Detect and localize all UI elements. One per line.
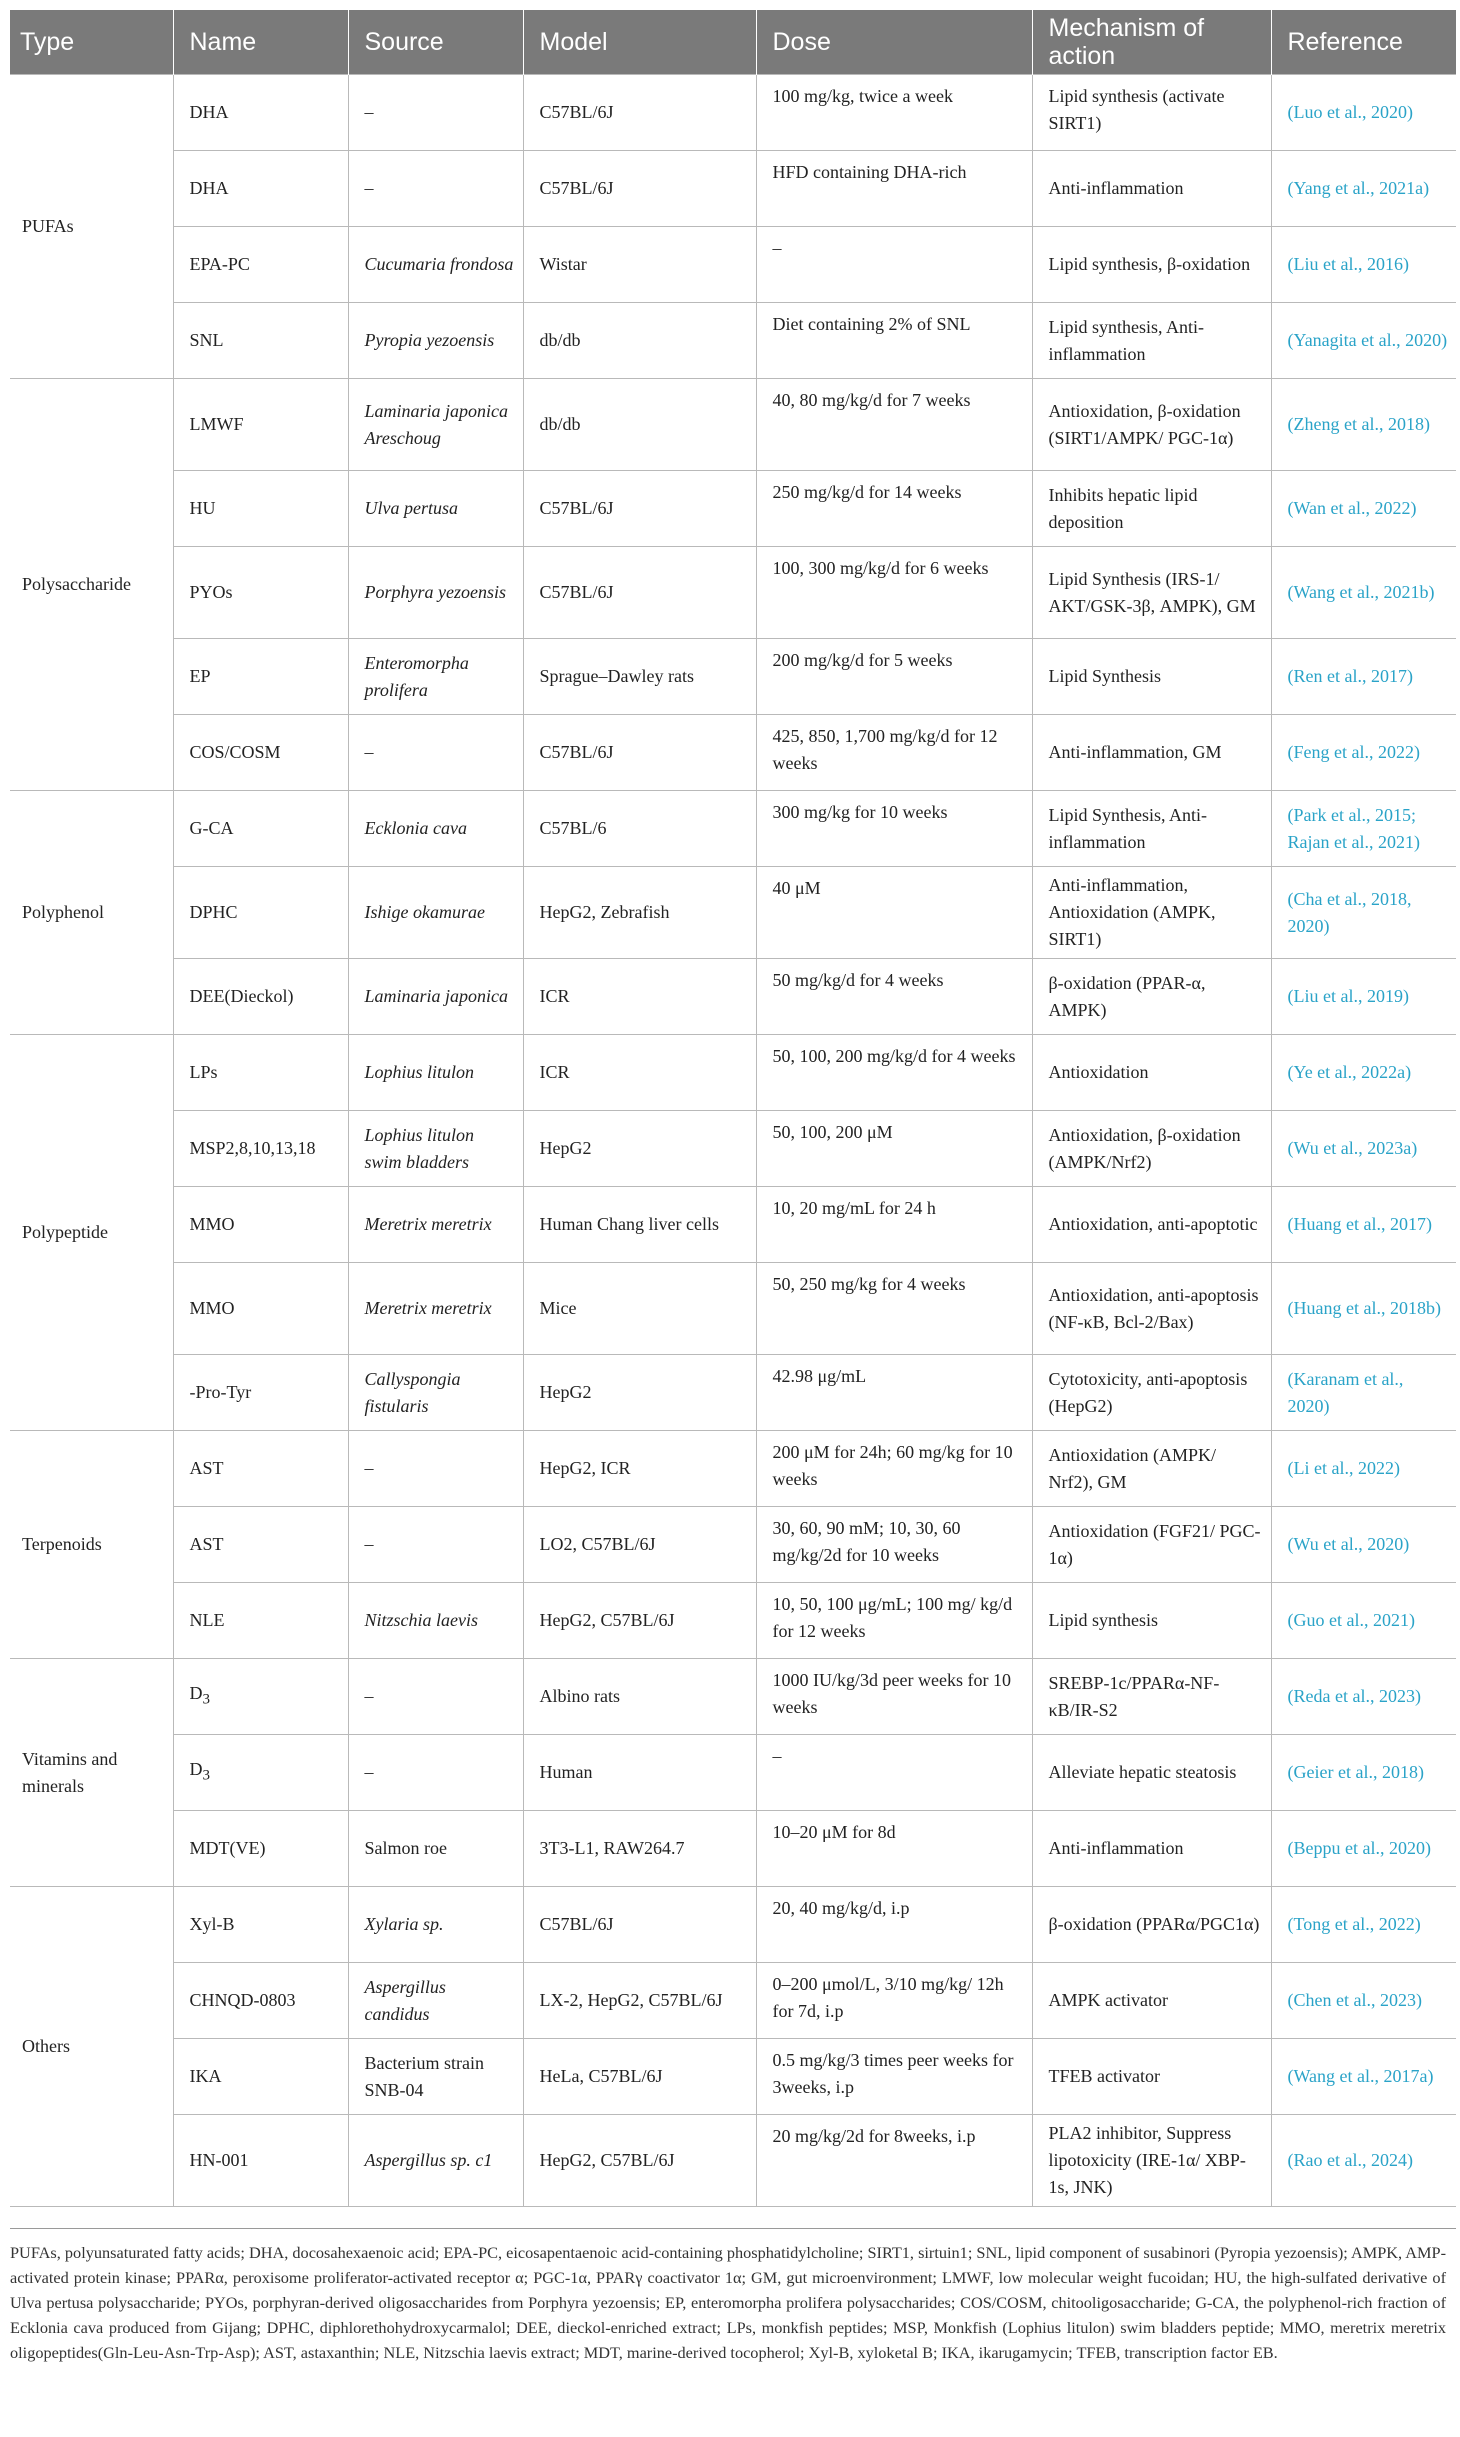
name-cell: EP <box>173 639 348 715</box>
reference-link[interactable]: (Huang et al., 2017) <box>1271 1187 1456 1263</box>
table-row <box>10 151 1456 227</box>
table-row <box>10 2039 1456 2115</box>
name-cell: AST <box>173 1431 348 1507</box>
table-row <box>10 303 1456 379</box>
model-cell: Human <box>523 1735 756 1811</box>
mechanism-cell: Anti-inflammation <box>1032 151 1271 227</box>
reference-link[interactable]: (Tong et al., 2022) <box>1271 1887 1456 1963</box>
header-source: Source <box>348 10 523 75</box>
table-row <box>10 867 1456 959</box>
table-row <box>10 1355 1456 1431</box>
model-cell: HepG2, ICR <box>523 1431 756 1507</box>
name-cell: MSP2,8,10,13,18 <box>173 1111 348 1187</box>
model-cell: C57BL/6J <box>523 715 756 791</box>
mechanism-cell: Antioxidation, anti-apoptosis (NF-κB, Bcl-2/Bax) <box>1032 1263 1271 1355</box>
type-cell: Terpenoids <box>10 1431 173 1659</box>
table-row <box>10 715 1456 791</box>
name-cell: CHNQD-0803 <box>173 1963 348 2039</box>
source-cell: – <box>348 151 523 227</box>
mechanism-cell: Lipid Synthesis, Anti-inflammation <box>1032 791 1271 867</box>
name-cell: MDT(VE) <box>173 1811 348 1887</box>
name-cell: AST <box>173 1507 348 1583</box>
table-row <box>10 227 1456 303</box>
model-cell: db/db <box>523 303 756 379</box>
reference-link[interactable]: (Ren et al., 2017) <box>1271 639 1456 715</box>
reference-link[interactable]: (Chen et al., 2023) <box>1271 1963 1456 2039</box>
model-cell: Albino rats <box>523 1659 756 1735</box>
source-cell: – <box>348 75 523 151</box>
reference-link[interactable]: (Geier et al., 2018) <box>1271 1735 1456 1811</box>
name-cell: G-CA <box>173 791 348 867</box>
table-row <box>10 959 1456 1035</box>
name-cell: HN-001 <box>173 2115 348 2207</box>
mechanism-cell: Antioxidation, β-oxidation (SIRT1/AMPK/ PGC-1α) <box>1032 379 1271 471</box>
name-cell: LPs <box>173 1035 348 1111</box>
dose-cell: 10, 50, 100 μg/mL; 100 mg/ kg/d for 12 weeks <box>756 1583 1032 1659</box>
mechanism-cell: Lipid Synthesis (IRS-1/ AKT/GSK-3β, AMPK), GM <box>1032 547 1271 639</box>
dose-cell: 200 mg/kg/d for 5 weeks <box>756 639 1032 715</box>
header-dose: Dose <box>756 10 1032 75</box>
table-row <box>10 1507 1456 1583</box>
model-cell: Wistar <box>523 227 756 303</box>
dose-cell: 50, 100, 200 μM <box>756 1111 1032 1187</box>
name-cell: LMWF <box>173 379 348 471</box>
mechanism-cell: Antioxidation (AMPK/ Nrf2), GM <box>1032 1431 1271 1507</box>
name-cell: IKA <box>173 2039 348 2115</box>
source-cell: Meretrix meretrix <box>348 1263 523 1355</box>
model-cell: C57BL/6J <box>523 547 756 639</box>
table-footnote: PUFAs, polyunsaturated fatty acids; DHA, docosahexaenoic acid; EPA-PC, eicosapentaenoic acid-containing phosphatidylcholine; SIRT1, sirtuin1; SNL, lipid component of susabinori (Pyropia yezoensis); AMPK, AMP-activated protein kinase; PPARα, peroxisome proliferator-activated receptor α; PGC-1α, PPARγ coactivator 1α; GM, gut microenvironment; LMWF, low molecular weight fucoidan; HU, the high-sulfated derivative of Ulva pertusa polysaccharide; PYOs, porphyran-derived oligosaccharides from Porphyra yezoensis; EP, enteromorpha prolifera polysaccharides; COS/COSM, chitooligosaccharide; G-CA, the polyphenol-rich fraction of Ecklonia cava produced from Gijang; DPHC, diphlorethohydroxycarmalol; DEE, dieckol-enriched extract; LPs, monkfish peptides; MSP, Monkfish (Lophius litulon) swim bladders peptide; MMO, meretrix meretrix oligopeptides(Gln-Leu-Asn-Trp-Asp); AST, astaxanthin; NLE, Nitzschia laevis extract; MDT, marine-derived tocopherol; Xyl-B, xyloketal B; IKA, ikarugamycin; TFEB, transcription factor EB. <box>10 2243 1446 2362</box>
model-cell: HepG2, C57BL/6J <box>523 1583 756 1659</box>
table-row <box>10 1263 1456 1355</box>
source-cell: Cucumaria frondosa <box>348 227 523 303</box>
model-cell: ICR <box>523 959 756 1035</box>
dose-cell: 200 μM for 24h; 60 mg/kg for 10 weeks <box>756 1431 1032 1507</box>
name-cell: $D_3$ <box>173 1735 348 1811</box>
reference-link[interactable]: (Liu et al., 2016) <box>1271 227 1456 303</box>
dose-cell: 0–200 μmol/L, 3/10 mg/kg/ 12h for 7d, i.p <box>756 1963 1032 2039</box>
name-cell: DHA <box>173 75 348 151</box>
model-cell: C57BL/6J <box>523 1887 756 1963</box>
mechanism-cell: Lipid synthesis, Anti-inflammation <box>1032 303 1271 379</box>
reference-link[interactable]: (Rao et al., 2024) <box>1271 2115 1456 2207</box>
reference-link[interactable]: (Wu et al., 2020) <box>1271 1507 1456 1583</box>
name-cell: EPA-PC <box>173 227 348 303</box>
name-cell: HU <box>173 471 348 547</box>
mechanism-cell: Lipid synthesis <box>1032 1583 1271 1659</box>
model-cell: C57BL/6 <box>523 791 756 867</box>
source-cell: Callyspongia fistularis <box>348 1355 523 1431</box>
model-cell: Sprague–Dawley rats <box>523 639 756 715</box>
model-cell: 3T3-L1, RAW264.7 <box>523 1811 756 1887</box>
mechanism-cell: Anti-inflammation, Antioxidation (AMPK, SIRT1) <box>1032 867 1271 959</box>
dose-cell: 40 μM <box>756 867 1032 959</box>
header-type: Type <box>10 10 173 75</box>
mechanism-cell: β-oxidation (PPARα/PGC1α) <box>1032 1887 1271 1963</box>
name-cell: NLE <box>173 1583 348 1659</box>
dose-cell: 10, 20 mg/mL for 24 h <box>756 1187 1032 1263</box>
table-row <box>10 639 1456 715</box>
mechanism-cell: Lipid synthesis, β-oxidation <box>1032 227 1271 303</box>
table-row <box>10 1735 1456 1811</box>
dose-cell: 42.98 μg/mL <box>756 1355 1032 1431</box>
source-cell: – <box>348 1735 523 1811</box>
source-cell: Bacterium strain SNB-04 <box>348 2039 523 2115</box>
source-cell: – <box>348 1659 523 1735</box>
dose-cell: 1000 IU/kg/3d peer weeks for 10 weeks <box>756 1659 1032 1735</box>
model-cell: HepG2, Zebrafish <box>523 867 756 959</box>
table-row <box>10 1431 1456 1507</box>
reference-link[interactable]: (Beppu et al., 2020) <box>1271 1811 1456 1887</box>
mechanism-cell: Inhibits hepatic lipid deposition <box>1032 471 1271 547</box>
table-row <box>10 1583 1456 1659</box>
source-cell: Nitzschia laevis <box>348 1583 523 1659</box>
model-cell: HepG2 <box>523 1355 756 1431</box>
dose-cell: 100 mg/kg, twice a week <box>756 75 1032 151</box>
table-row <box>10 1187 1456 1263</box>
source-cell: – <box>348 1507 523 1583</box>
reference-link[interactable]: (Feng et al., 2022) <box>1271 715 1456 791</box>
subscript-3: 3 <box>202 1767 210 1784</box>
source-cell: Porphyra yezoensis <box>348 547 523 639</box>
reference-link[interactable]: (Wan et al., 2022) <box>1271 471 1456 547</box>
mechanism-cell: PLA2 inhibitor, Suppress lipotoxicity (IRE-1α/ XBP-1s, JNK) <box>1032 2115 1271 2207</box>
reference-link[interactable]: (Zheng et al., 2018) <box>1271 379 1456 471</box>
source-cell: Laminaria japonica Areschoug <box>348 379 523 471</box>
model-cell: HepG2 <box>523 1111 756 1187</box>
name-cell: PYOs <box>173 547 348 639</box>
dose-cell: 0.5 mg/kg/3 times peer weeks for 3weeks, i.p <box>756 2039 1032 2115</box>
type-cell: PUFAs <box>10 75 173 379</box>
reference-link[interactable]: (Liu et al., 2019) <box>1271 959 1456 1035</box>
table-container <box>10 10 1456 2207</box>
name-cell: MMO <box>173 1263 348 1355</box>
reference-link[interactable]: (Li et al., 2022) <box>1271 1431 1456 1507</box>
model-cell: C57BL/6J <box>523 471 756 547</box>
source-cell: – <box>348 1431 523 1507</box>
name-cell: SNL <box>173 303 348 379</box>
dose-cell: 250 mg/kg/d for 14 weeks <box>756 471 1032 547</box>
reference-link[interactable]: (Reda et al., 2023) <box>1271 1659 1456 1735</box>
mechanism-cell: SREBP-1c/PPARα-NF-κB/IR-S2 <box>1032 1659 1271 1735</box>
model-cell: C57BL/6J <box>523 75 756 151</box>
reference-link[interactable]: (Wang et al., 2017a) <box>1271 2039 1456 2115</box>
reference-link[interactable]: (Karanam et al., 2020) <box>1271 1355 1456 1431</box>
source-cell: Lophius litulon <box>348 1035 523 1111</box>
source-cell: Lophius litulon swim bladders <box>348 1111 523 1187</box>
reference-link[interactable]: (Luo et al., 2020) <box>1271 75 1456 151</box>
reference-link[interactable]: (Ye et al., 2022a) <box>1271 1035 1456 1111</box>
mechanism-cell: Antioxidation, β-oxidation (AMPK/Nrf2) <box>1032 1111 1271 1187</box>
name-cell: -Pro-Tyr <box>173 1355 348 1431</box>
table-row <box>10 2115 1456 2207</box>
header-row <box>10 10 1456 75</box>
mechanism-cell: Cytotoxicity, anti-apoptosis (HepG2) <box>1032 1355 1271 1431</box>
source-cell: Enteromorpha prolifera <box>348 639 523 715</box>
name-cell: DHA <box>173 151 348 227</box>
dose-cell: 20 mg/kg/2d for 8weeks, i.p <box>756 2115 1032 2207</box>
dose-cell: 100, 300 mg/kg/d for 6 weeks <box>756 547 1032 639</box>
reference-link[interactable]: (Guo et al., 2021) <box>1271 1583 1456 1659</box>
mechanism-cell: β-oxidation (PPAR-α, AMPK) <box>1032 959 1271 1035</box>
dose-cell: 425, 850, 1,700 mg/kg/d for 12 weeks <box>756 715 1032 791</box>
mechanism-cell: Lipid Synthesis <box>1032 639 1271 715</box>
reference-link[interactable]: (Wang et al., 2021b) <box>1271 547 1456 639</box>
table-row <box>10 1887 1456 1963</box>
table-row <box>10 1111 1456 1187</box>
header-model: Model <box>523 10 756 75</box>
table-row <box>10 547 1456 639</box>
reference-link[interactable]: (Huang et al., 2018b) <box>1271 1263 1456 1355</box>
header-reference: Reference <box>1271 10 1456 75</box>
reference-link[interactable]: (Wu et al., 2023a) <box>1271 1111 1456 1187</box>
dose-cell: – <box>756 1735 1032 1811</box>
name-cell: COS/COSM <box>173 715 348 791</box>
model-cell: Human Chang liver cells <box>523 1187 756 1263</box>
name-cell: MMO <box>173 1187 348 1263</box>
model-cell: db/db <box>523 379 756 471</box>
mechanism-cell: Antioxidation <box>1032 1035 1271 1111</box>
model-cell: C57BL/6J <box>523 151 756 227</box>
footnote-divider <box>10 2228 1456 2229</box>
source-cell: Ulva pertusa <box>348 471 523 547</box>
reference-link[interactable]: (Yang et al., 2021a) <box>1271 151 1456 227</box>
table-row <box>10 1659 1456 1735</box>
name-cell: $D_3$ <box>173 1659 348 1735</box>
type-cell: Polysaccharide <box>10 379 173 791</box>
mechanism-cell: TFEB activator <box>1032 2039 1271 2115</box>
dose-cell: 10–20 μM for 8d <box>756 1811 1032 1887</box>
reference-link[interactable]: (Cha et al., 2018, 2020) <box>1271 867 1456 959</box>
header-name: Name <box>173 10 348 75</box>
source-cell: Salmon roe <box>348 1811 523 1887</box>
reference-link[interactable]: (Yanagita et al., 2020) <box>1271 303 1456 379</box>
header-mechanism: Mechanism of action <box>1032 10 1271 75</box>
model-cell: HepG2, C57BL/6J <box>523 2115 756 2207</box>
source-cell: Xylaria sp. <box>348 1887 523 1963</box>
source-cell: – <box>348 715 523 791</box>
dose-cell: 50, 100, 200 mg/kg/d for 4 weeks <box>756 1035 1032 1111</box>
type-cell: Polypeptide <box>10 1035 173 1431</box>
dose-cell: 300 mg/kg for 10 weeks <box>756 791 1032 867</box>
subscript-3: 3 <box>202 1691 210 1708</box>
table-row <box>10 1035 1456 1111</box>
name-cell: DEE(Dieckol) <box>173 959 348 1035</box>
type-cell: Polyphenol <box>10 791 173 1035</box>
model-cell: HeLa, C57BL/6J <box>523 2039 756 2115</box>
source-cell: Ishige okamurae <box>348 867 523 959</box>
source-cell: Pyropia yezoensis <box>348 303 523 379</box>
dose-cell: Diet containing 2% of SNL <box>756 303 1032 379</box>
name-cell: DPHC <box>173 867 348 959</box>
dose-cell: 30, 60, 90 mM; 10, 30, 60 mg/kg/2d for 10 weeks <box>756 1507 1032 1583</box>
mechanism-cell: Antioxidation (FGF21/ PGC-1α) <box>1032 1507 1271 1583</box>
dose-cell: 50, 250 mg/kg for 4 weeks <box>756 1263 1032 1355</box>
source-cell: Aspergillus candidus <box>348 1963 523 2039</box>
mechanism-cell: Lipid synthesis (activate SIRT1) <box>1032 75 1271 151</box>
compounds-table <box>10 10 1456 2207</box>
source-cell: Aspergillus sp. c1 <box>348 2115 523 2207</box>
source-cell: Meretrix meretrix <box>348 1187 523 1263</box>
mechanism-cell: AMPK activator <box>1032 1963 1271 2039</box>
model-cell: Mice <box>523 1263 756 1355</box>
dose-cell: 20, 40 mg/kg/d, i.p <box>756 1887 1032 1963</box>
dose-cell: 40, 80 mg/kg/d for 7 weeks <box>756 379 1032 471</box>
type-cell: Vitamins and minerals <box>10 1659 173 1887</box>
source-cell: Ecklonia cava <box>348 791 523 867</box>
mechanism-cell: Anti-inflammation, GM <box>1032 715 1271 791</box>
table-row <box>10 75 1456 151</box>
dose-cell: – <box>756 227 1032 303</box>
table-row <box>10 791 1456 867</box>
mechanism-cell: Antioxidation, anti-apoptotic <box>1032 1187 1271 1263</box>
reference-link[interactable]: (Park et al., 2015; Rajan et al., 2021) <box>1271 791 1456 867</box>
dose-cell: 50 mg/kg/d for 4 weeks <box>756 959 1032 1035</box>
table-row <box>10 1811 1456 1887</box>
type-cell: Others <box>10 1887 173 2207</box>
table-row <box>10 379 1456 471</box>
mechanism-cell: Alleviate hepatic steatosis <box>1032 1735 1271 1811</box>
source-cell: Laminaria japonica <box>348 959 523 1035</box>
table-row <box>10 471 1456 547</box>
dose-cell: HFD containing DHA-rich <box>756 151 1032 227</box>
name-cell: Xyl-B <box>173 1887 348 1963</box>
model-cell: ICR <box>523 1035 756 1111</box>
model-cell: LO2, C57BL/6J <box>523 1507 756 1583</box>
mechanism-cell: Anti-inflammation <box>1032 1811 1271 1887</box>
table-row <box>10 1963 1456 2039</box>
model-cell: LX-2, HepG2, C57BL/6J <box>523 1963 756 2039</box>
